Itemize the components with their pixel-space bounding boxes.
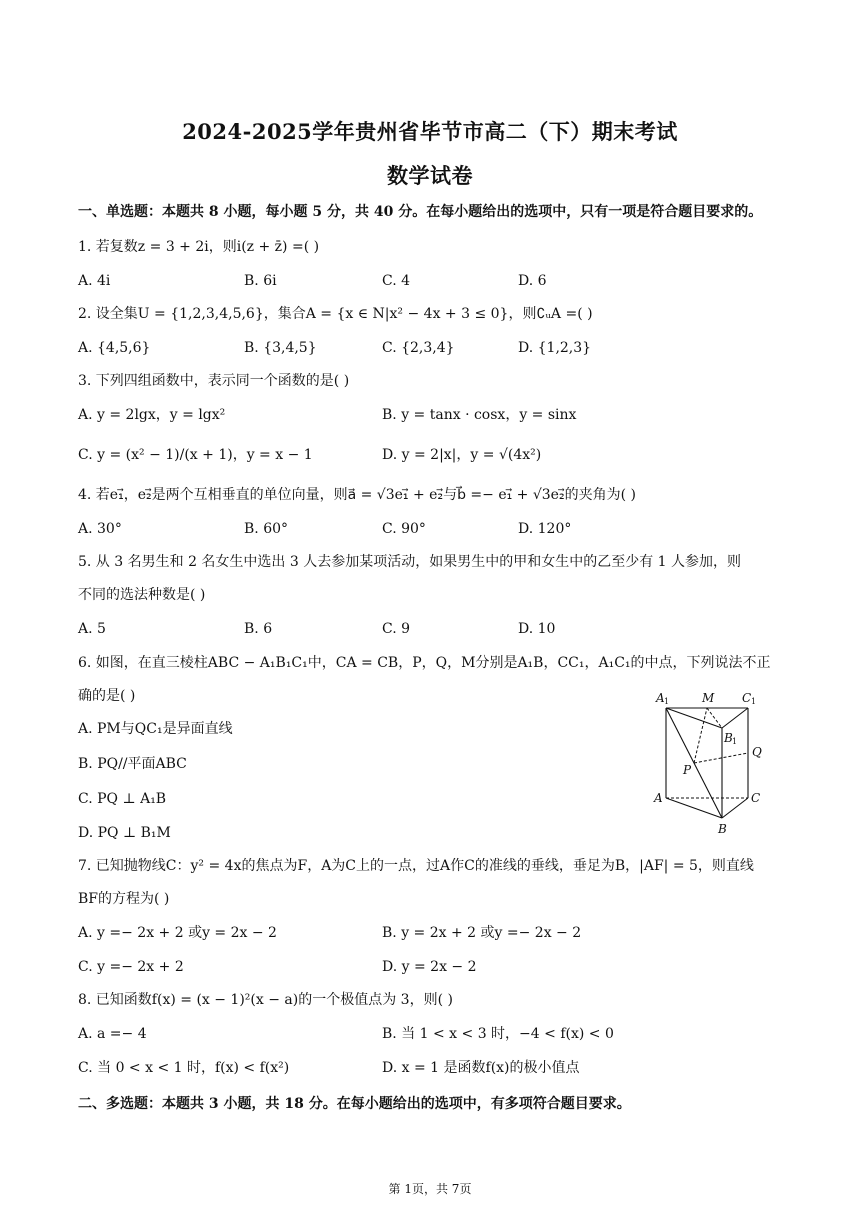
option-d: D. y = 2|x|，y = √(4x²) (382, 447, 542, 463)
option-c: C. PQ ⊥ A₁B (78, 791, 167, 807)
question-stem: 2. 设全集U = {1,2,3,4,5,6}，集合A = {x ∈ N|x² − 4x + 3 ≤ 0}，则∁ᵤA =( ) (78, 306, 593, 322)
option-c: C. 当 0 < x < 1 时，f(x) < f(x²) (78, 1060, 290, 1076)
question-stem: 4. 若e₁⃗，e₂⃗是两个互相垂直的单位向量，则a⃗ = √3e₁⃗ + e₂⃗与b⃗ =− e₁⃗ + √3e₂⃗的夹角为( ) (78, 487, 636, 503)
question-stem: 7. 已知抛物线C：y² = 4x的焦点为F，A为C上的一点，过A作C的准线的垂线，垂足为B，|AF| = 5，则直线 (78, 858, 754, 874)
segment-pm (694, 708, 707, 763)
option-b: B. y = 2x + 2 或y =− 2x − 2 (382, 925, 582, 941)
option-d: D. 6 (518, 273, 547, 289)
page-subtitle: 数学试卷 (387, 163, 473, 188)
label-q: Q (752, 745, 762, 759)
label-a1-sub: 1 (664, 697, 670, 706)
option-a: A. y = 2lgx，y = lgx² (78, 407, 226, 423)
edge-cb (722, 798, 748, 818)
edge-c1b1 (722, 708, 748, 728)
option-c: C. y = (x² − 1)/(x + 1)，y = x − 1 (78, 447, 313, 463)
option-d: D. y = 2x − 2 (382, 959, 477, 975)
option-a: A. 4i (78, 273, 111, 289)
label-b1: B (724, 731, 733, 745)
option-d: D. PQ ⊥ B₁M (78, 825, 171, 841)
option-b: B. 6i (244, 273, 277, 289)
option-d: D. {1,2,3} (518, 340, 592, 356)
option-b: B. 当 1 < x < 3 时，−4 < f(x) < 0 (382, 1026, 614, 1042)
option-c: C. 4 (382, 273, 411, 289)
question-stem-continued: 确的是( ) (78, 688, 136, 704)
option-a: A. a =− 4 (78, 1026, 147, 1042)
label-b: B (718, 822, 727, 836)
label-c: C (751, 791, 761, 805)
option-c: C. 90° (382, 521, 426, 537)
label-c1-sub: 1 (751, 697, 757, 706)
option-b: B. 6 (244, 621, 273, 637)
option-c: C. 9 (382, 621, 411, 637)
label-m: M (702, 691, 715, 705)
label-p: P (683, 763, 692, 777)
option-a: A. PM与QC₁是异面直线 (78, 721, 233, 737)
option-a: A. 5 (78, 621, 106, 637)
label-a1: A (656, 691, 665, 705)
question-stem: 5. 从 3 名男生和 2 名女生中选出 3 人去参加某项活动，如果男生中的甲和女生中的乙至少有 1 人参加，则 (78, 554, 742, 570)
option-a: A. {4,5,6} (78, 340, 151, 356)
label-a: A (654, 791, 663, 805)
question-stem: 8. 已知函数f(x) = (x − 1)²(x − a)的一个极值点为 3，则( ) (78, 992, 453, 1008)
question-stem-continued: BF的方程为( ) (78, 891, 170, 907)
question-stem-continued: 不同的选法种数是( ) (78, 587, 206, 603)
option-a: A. 30° (78, 521, 122, 537)
label-b1-sub: 1 (732, 737, 738, 746)
section-heading-multi-choice: 二、多选题：本题共 3 小题，共 18 分。在每小题给出的选项中，有多项符合题目要求。 (78, 1096, 631, 1112)
prism-figure (650, 690, 780, 840)
option-c: C. y =− 2x + 2 (78, 959, 184, 975)
option-b: B. {3,4,5} (244, 340, 317, 356)
label-c1: C (742, 691, 752, 705)
question-stem: 1. 若复数z = 3 + 2i，则i(z + z̄) =( ) (78, 239, 320, 255)
option-d: D. x = 1 是函数f(x)的极小值点 (382, 1060, 580, 1076)
option-b: B. y = tanx · cosx，y = sinx (382, 407, 577, 423)
page-footer: 第 1页，共 7页 (388, 1182, 472, 1196)
section-heading-single-choice: 一、单选题：本题共 8 小题，每小题 5 分，共 40 分。在每小题给出的选项中，只有一项是符合题目要求的。 (78, 204, 763, 220)
option-b: B. PQ//平面ABC (78, 756, 187, 772)
question-stem: 6. 如图，在直三棱柱ABC − A₁B₁C₁中，CA = CB，P，Q，M分别是A₁B，CC₁，A₁C₁的中点，下列说法不正 (78, 655, 771, 671)
option-b: B. 60° (244, 521, 289, 537)
option-a: A. y =− 2x + 2 或y = 2x − 2 (78, 925, 277, 941)
option-d: D. 10 (518, 621, 556, 637)
option-d: D. 120° (518, 521, 572, 537)
segment-pq (694, 753, 748, 763)
question-stem: 3. 下列四组函数中，表示同一个函数的是( ) (78, 373, 350, 389)
page-title: 2024-2025学年贵州省毕节市高二（下）期末考试 (182, 119, 678, 144)
option-c: C. {2,3,4} (382, 340, 455, 356)
